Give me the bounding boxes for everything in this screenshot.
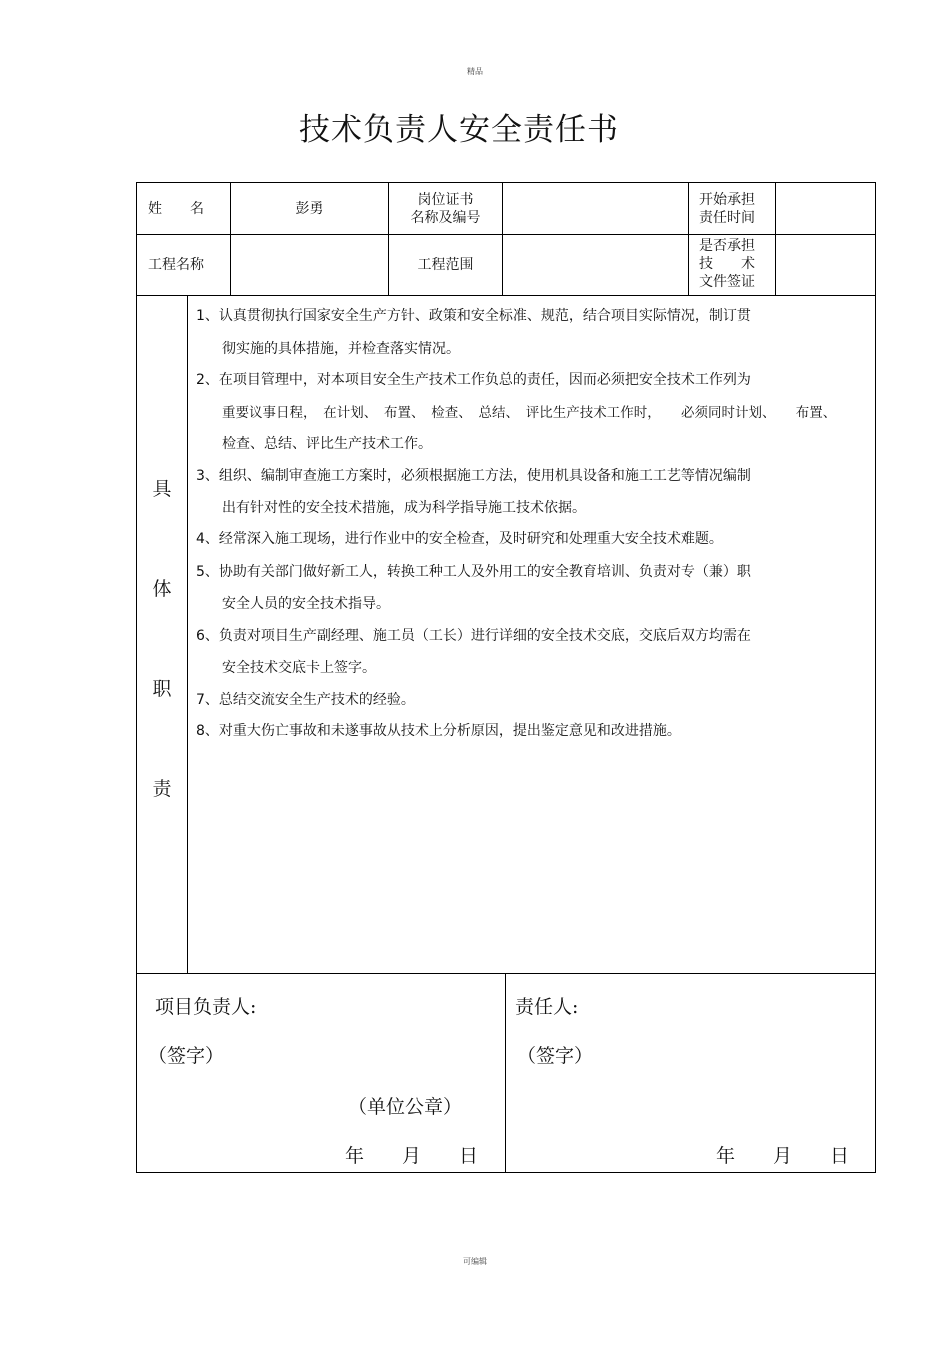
start-time-label-line2: 责任时间 xyxy=(699,209,755,226)
name-label: 姓 名 xyxy=(148,200,204,217)
footer-watermark: 可编辑 xyxy=(463,1257,487,1266)
duty-line: 出有针对性的安全技术措施，成为科学指导施工技术依据。 xyxy=(222,500,586,516)
duty-line: 彻实施的具体措施，并检查落实情况。 xyxy=(222,341,460,357)
project-name-label: 工程名称 xyxy=(148,257,204,273)
tech-signoff-label-line2: 技 术 xyxy=(699,256,755,272)
duties-label-char: 体 xyxy=(152,578,172,600)
duty-line: 5、协助有关部门做好新工人，转换工种工人及外用工的安全教育培训、负责对专（兼）职 xyxy=(196,564,751,580)
document-title: 技术负责人安全责任书 xyxy=(299,112,619,148)
duty-line: 4、经常深入施工现场，进行作业中的安全检查，及时研究和处理重大安全技术难题。 xyxy=(196,531,723,547)
cert-label xyxy=(389,183,502,234)
header-watermark: 精品 xyxy=(467,67,483,76)
tech-signoff-value xyxy=(776,235,875,295)
duty-line: 2、在项目管理中，对本项目安全生产技术工作负总的责任，因而必须把安全技术工作列为 xyxy=(196,372,751,388)
cert-label-line1: 岗位证书 xyxy=(417,191,474,208)
duty-line: 安全技术交底卡上签字。 xyxy=(222,660,376,676)
duty-line: 6、负责对项目生产副经理、施工员（工长）进行详细的安全技术交底，交底后双方均需在 xyxy=(196,628,751,644)
duty-line: 3、组织、编制审查施工方案时，必须根据施工方法，使用机具设备和施工工艺等情况编制 xyxy=(196,468,751,484)
project-manager-title: 项目负责人: xyxy=(155,996,257,1018)
cert-value xyxy=(503,183,688,234)
start-time-label xyxy=(699,183,775,234)
duty-line: 1、认真贯彻执行国家安全生产方针、政策和安全标准、规范，结合项目实际情况，制订贯 xyxy=(196,308,751,324)
start-time-label-line1: 开始承担 xyxy=(699,191,755,208)
duty-line: 安全人员的安全技术指导。 xyxy=(222,596,390,612)
project-scope-value xyxy=(503,235,688,295)
tech-signoff-label xyxy=(699,234,769,294)
duty-line: 8、对重大伤亡事故和未遂事故从技术上分析原因，提出鉴定意见和改进措施。 xyxy=(196,723,681,739)
project-scope-label: 工程范围 xyxy=(417,257,474,273)
company-seal-field: （单位公章） xyxy=(348,1096,463,1118)
duties-label-char: 责 xyxy=(152,778,172,800)
signature-field: （签字） xyxy=(148,1045,225,1067)
responsible-person-title: 责任人: xyxy=(515,996,579,1018)
tech-signoff-label-line3: 文件签证 xyxy=(699,274,755,290)
duty-line: 7、总结交流安全生产技术的经验。 xyxy=(196,692,415,708)
duties-label-char: 具 xyxy=(152,478,172,500)
duty-line: 重要议事日程， 在计划、 布置、 检查、 总结、 评比生产技术工作时， 必须同时计划、 布置、 xyxy=(222,405,837,421)
duty-line: 检查、总结、评比生产技术工作。 xyxy=(222,436,432,452)
project-name-value xyxy=(231,235,388,295)
name-value: 彭勇 xyxy=(295,200,324,217)
start-time-value xyxy=(776,183,875,234)
tech-signoff-label-line1: 是否承担 xyxy=(699,238,755,254)
date-field: 年 月 日 xyxy=(345,1145,479,1167)
duties-label-char: 职 xyxy=(152,678,172,700)
date-field: 年 月 日 xyxy=(716,1145,850,1167)
signature-field: （签字） xyxy=(517,1045,594,1067)
cert-label-line2: 名称及编号 xyxy=(410,209,481,226)
